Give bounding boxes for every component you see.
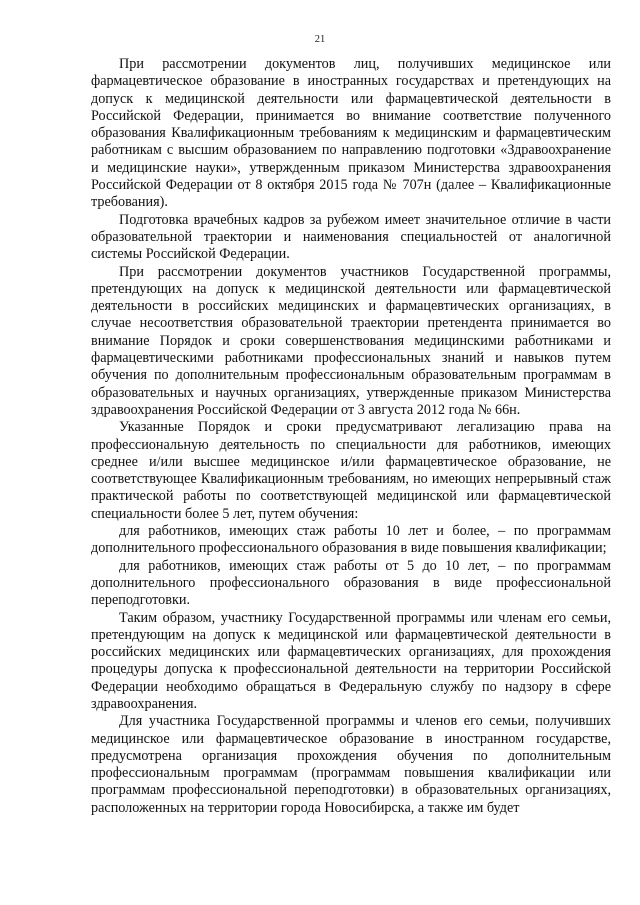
paragraph-training-novosibirsk: Для участника Государственной программы и членов его семьи, получивших медицинское или фармацевтическое образование в иностранном государстве, предусмотрена организация прохождения обучения по дополнительным профессиональным программам (программам повышения квалификации или программам профессиональной переподготовки) в образовательных организациях, расположенных на территории города Новосибирска, а также им будет <box>91 713 611 816</box>
paragraph-experience-10-years: для работников, имеющих стаж работы 10 лет и более, – по программам дополнительного профессионального образования в виде повышения квалификации; <box>91 523 611 557</box>
paragraph-admission-procedure: Таким образом, участнику Государственной программы или членам его семьи, претендующим на допуск к медицинской или фармацевтической деятельности в российских медицинских или фармацевтических организациях, для прохождения процедуры допуска к профессиональной деятельности на территории Российской Федерации необходимо обращаться в Федеральную службу по надзору в сфере здравоохранения. <box>91 609 611 712</box>
paragraph-legalization: Указанные Порядок и сроки предусматривают легализацию права на профессиональную деятельность по специальности для работников, имеющих среднее и/или высшее медицинское и/или фармацевтическое образование, не соответствующее Квалификационным требованиям, но имеющих непрерывный стаж практической работы по соответствующей медицинской или фармацевтической специальности более 5 лет, путем обучения: <box>91 419 611 522</box>
paragraph-document-review: При рассмотрении документов участников Государственной программы, претендующих на допуск к медицинской деятельности или фармацевтической деятельности в российских медицинских и фармацевтических организациях, в случае несоответствия образовательной траектории претендента принимается во внимание Порядок и сроки совершенствования медицинскими работниками и фармацевтическими работниками профессиональных знаний и навыков путем обучения по дополнительным профессиональным образовательным программам в образовательных и научных организациях, утвержденные приказом Министерства здравоохранения Российской Федерации от 3 августа 2012 года № 66н. <box>91 263 611 418</box>
page-number: 21 <box>314 34 326 45</box>
paragraph-training-differences: Подготовка врачебных кадров за рубежом имеет значительное отличие в части образовательной траектории и наименования специальностей от аналогичной системы Российской Федерации. <box>91 211 611 263</box>
paragraph-foreign-education: При рассмотрении документов лиц, получивших медицинское или фармацевтическое образование в иностранных государствах и претендующих на допуск к медицинской деятельности или фармацевтической деятельности в Российской Федерации, принимается во внимание соответствие полученного образования Квалификационным требованиям к медицинским и фармацевтическим работникам с высшим образованием по направлению подготовки «Здравоохранение и медицинские науки», утвержденным приказом Министерства здравоохранения Российской Федерации от 8 октября 2015 года № 707н (далее – Квалификационные требования). <box>91 56 611 211</box>
paragraph-experience-5-10-years: для работников, имеющих стаж работы от 5 до 10 лет, – по программам дополнительного профессионального образования в виде профессиональной переподготовки. <box>91 557 611 609</box>
document-body <box>91 56 611 817</box>
